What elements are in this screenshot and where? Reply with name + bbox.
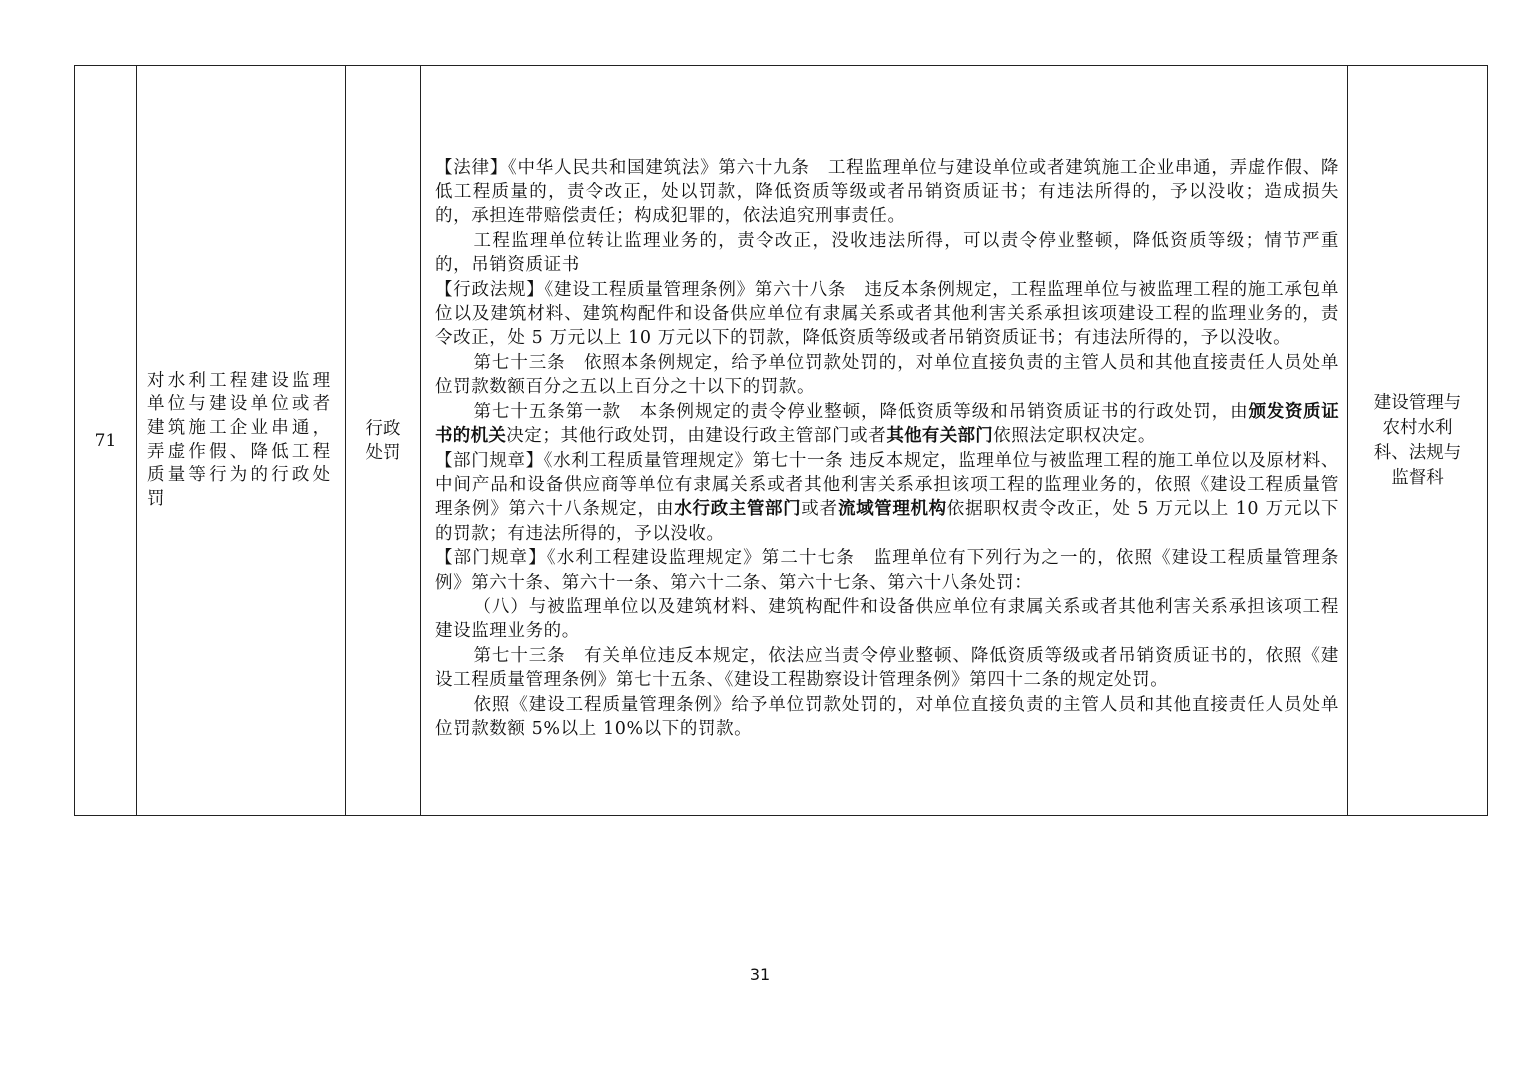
- emphasized-authority: 水行政主管部门: [674, 499, 802, 520]
- basis-text: 依据职权责令改正，处 5 万元以上 10 万元以下的罚款；有违法所得的，予以没收。: [435, 499, 1339, 544]
- legal-basis-paragraph: [435, 693, 1339, 742]
- legal-basis-paragraph: [435, 546, 1339, 595]
- legal-basis-paragraph: [435, 595, 1339, 644]
- basis-text: 第七十五条第一款 本条例规定的责令停业整顿，降低资质等级和吊销资质证书的行政处罚，由: [473, 401, 1249, 422]
- page-number: 31: [749, 965, 771, 984]
- penalty-table: [74, 65, 1488, 816]
- penalty-type: [346, 66, 421, 816]
- legal-basis-paragraph: [435, 351, 1339, 400]
- penalty-type-line: 行政: [365, 418, 401, 439]
- basis-text: 【行政法规】《建设工程质量管理条例》第六十八条 违反本条例规定，工程监理单位与被监理工程的施工承包单位以及建筑材料、建筑构配件和设备供应单位有隶属关系或者其他利害关系承担该项建设工程的监理业务的，责令改正，处 5 万元以上 10 万元以下的罚款，降低资质等级或者吊销资质证书；有违法所得的，予以没收。: [435, 279, 1339, 349]
- legal-basis-paragraph: [435, 400, 1339, 449]
- legal-basis: [421, 66, 1348, 816]
- legal-basis-paragraph: [435, 156, 1339, 229]
- legal-basis-paragraph: [435, 278, 1339, 351]
- emphasized-authority: 流域管理机构: [838, 499, 947, 520]
- basis-text: 依照《建设工程质量管理条例》给予单位罚款处罚的，对单位直接负责的主管人员和其他直接责任人员处单位罚款数额 5%以上 10%以下的罚款。: [435, 694, 1339, 739]
- responsible-department: [1348, 66, 1488, 816]
- basis-text: （八）与被监理单位以及建筑材料、建筑构配件和设备供应单位有隶属关系或者其他利害关系承担该项工程建设监理业务的。: [435, 596, 1339, 642]
- emphasized-authority: 颁发资质证书的机关: [435, 401, 1339, 447]
- basis-text: 工程监理单位转让监理业务的，责令改正，没收违法所得，可以责令停业整顿，降低资质等级；情节严重的，吊销资质证书: [435, 230, 1339, 276]
- row-number: 71: [75, 66, 137, 816]
- basis-text: 【部门规章】《水利工程质量管理规定》第七十一条 违反本规定，监理单位与被监理工程的施工单位以及原材料、中间产品和设备供应商等单位有隶属关系或者其他利害关系承担该项工程的监理业务的，依照《建设工程质量管理条例》第六十八条规定，由: [435, 450, 1339, 520]
- basis-text: 依照法定职权决定。: [993, 426, 1157, 447]
- legal-basis-paragraph: [435, 229, 1339, 278]
- legal-basis-text: [435, 120, 1339, 762]
- department-line: 科、法规与: [1373, 442, 1462, 463]
- emphasized-authority: 其他有关部门: [886, 426, 994, 447]
- table-row: [75, 66, 1488, 816]
- basis-text: 【部门规章】《水利工程建设监理规定》第二十七条 监理单位有下列行为之一的，依照《建设工程质量管理条例》第六十条、第六十一条、第六十二条、第六十七条、第六十八条处罚：: [435, 548, 1339, 593]
- department-line: 建设管理与: [1373, 392, 1462, 413]
- penalty-type-line: 处罚: [365, 442, 401, 463]
- department-line: 农村水利: [1382, 417, 1453, 438]
- penalty-item: 对水利工程建设监理单位与建设单位或者建筑施工企业串通，弄虚作假、降低工程质量等行为的行政处罚: [137, 66, 346, 816]
- basis-text: 第七十三条 有关单位违反本规定，依法应当责令停业整顿、降低资质等级或者吊销资质证书的，依照《建设工程质量管理条例》第七十五条、《建设工程勘察设计管理条例》第四十二条的规定处罚。: [435, 645, 1339, 691]
- department-line: 监督科: [1391, 467, 1444, 488]
- basis-text: 【法律】《中华人民共和国建筑法》第六十九条 工程监理单位与建设单位或者建筑施工企业串通，弄虚作假、降低工程质量的，责令改正，处以罚款，降低资质等级或者吊销资质证书；有违法所得的，予以没收；造成损失的，承担连带赔偿责任；构成犯罪的，依法追究刑事责任。: [435, 157, 1339, 227]
- basis-text: 第七十三条 依照本条例规定，给予单位罚款处罚的，对单位直接负责的主管人员和其他直接责任人员处单位罚款数额百分之五以上百分之十以下的罚款。: [435, 352, 1339, 398]
- basis-text: 或者: [801, 499, 839, 520]
- legal-basis-paragraph: [435, 644, 1339, 693]
- basis-text: 决定；其他行政处罚，由建设行政主管部门或者: [506, 426, 887, 447]
- legal-basis-paragraph: [435, 449, 1339, 547]
